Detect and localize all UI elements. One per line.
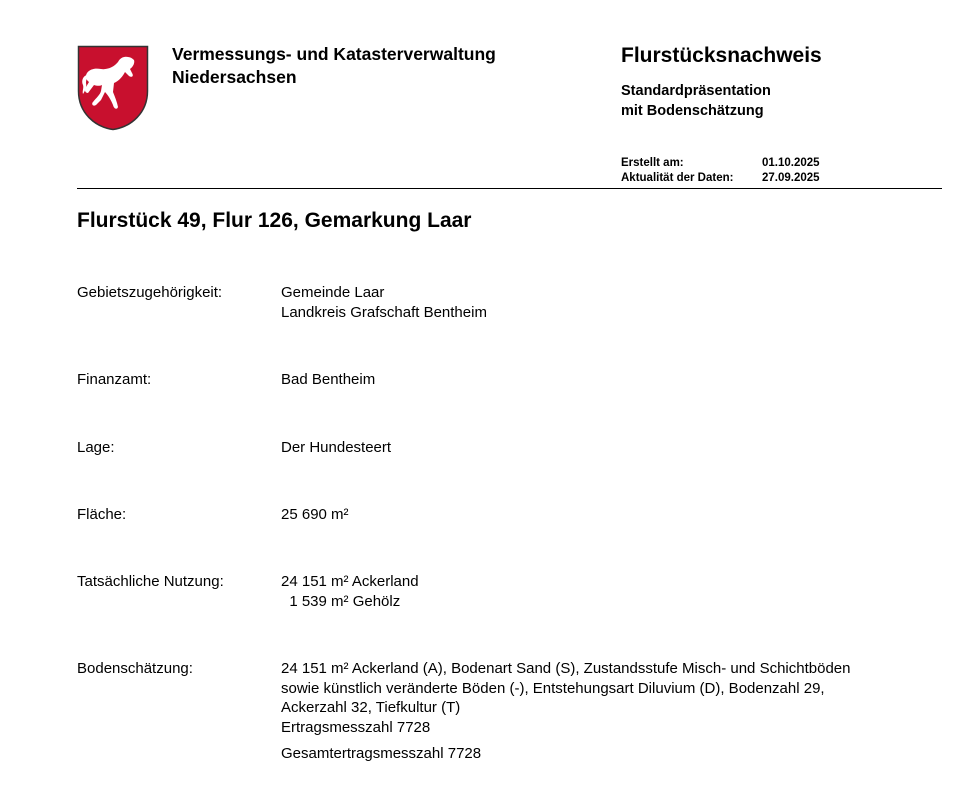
field-label: Bodenschätzung: xyxy=(77,660,193,677)
document-subtitle xyxy=(621,81,771,121)
field-label: Lage: xyxy=(77,439,115,456)
lower-saxony-horse-coat-of-arms-icon xyxy=(77,45,149,131)
document-subtitle-line-1: Standardpräsentation xyxy=(621,83,771,99)
data-currency-label: Aktualität der Daten: xyxy=(621,171,734,184)
data-currency-value: 27.09.2025 xyxy=(762,171,820,184)
value-line: 25 690 m² xyxy=(281,506,349,523)
value-line: Der Hundesteert xyxy=(281,439,392,456)
field-value xyxy=(281,572,419,611)
field-value xyxy=(281,438,391,458)
value-line: sowie künstlich veränderte Böden (-), Entstehungsart Diluvium (D), Bodenzahl 29, xyxy=(281,679,825,697)
value-line: Ertragsmesszahl 7728 xyxy=(281,718,431,736)
value-line: Gemeinde Laar xyxy=(281,284,385,301)
field-label: Fläche: xyxy=(77,506,127,523)
organization-name xyxy=(172,43,496,89)
parcel-heading: Flurstück 49, Flur 126, Gemarkung Laar xyxy=(77,209,472,232)
org-line-1: Vermessungs- und Katasterverwaltung xyxy=(172,44,496,64)
field-value xyxy=(281,283,487,322)
value-line: 1 539 m² Gehölz xyxy=(281,592,401,610)
header-divider xyxy=(77,188,942,189)
created-label: Erstellt am: xyxy=(621,157,684,169)
created-row xyxy=(621,156,820,171)
field-label: Gebietszugehörigkeit: xyxy=(77,284,223,301)
total-yield-line: Gesamtertragsmesszahl 7728 xyxy=(281,745,482,762)
field-label: Finanzamt: xyxy=(77,371,152,388)
field-value xyxy=(281,370,375,390)
data-currency-row xyxy=(621,171,820,186)
document-subtitle-line-2: mit Bodenschätzung xyxy=(621,103,764,119)
value-line: Ackerzahl 32, Tiefkultur (T) xyxy=(281,699,461,716)
org-line-2: Niedersachsen xyxy=(172,67,297,87)
value-line: 24 151 m² Ackerland (A), Bodenart Sand (S), Zustandsstufe Misch- und Schichtböden xyxy=(281,660,851,677)
field-value xyxy=(281,659,850,764)
created-value: 01.10.2025 xyxy=(762,157,820,169)
document-meta xyxy=(621,156,820,185)
value-line: Landkreis Grafschaft Bentheim xyxy=(281,303,487,321)
document-title: Flurstücksnachweis xyxy=(621,44,822,67)
field-value xyxy=(281,505,349,525)
value-line: Bad Bentheim xyxy=(281,371,376,388)
field-label: Tatsächliche Nutzung: xyxy=(77,573,224,590)
value-line: 24 151 m² Ackerland xyxy=(281,573,419,590)
